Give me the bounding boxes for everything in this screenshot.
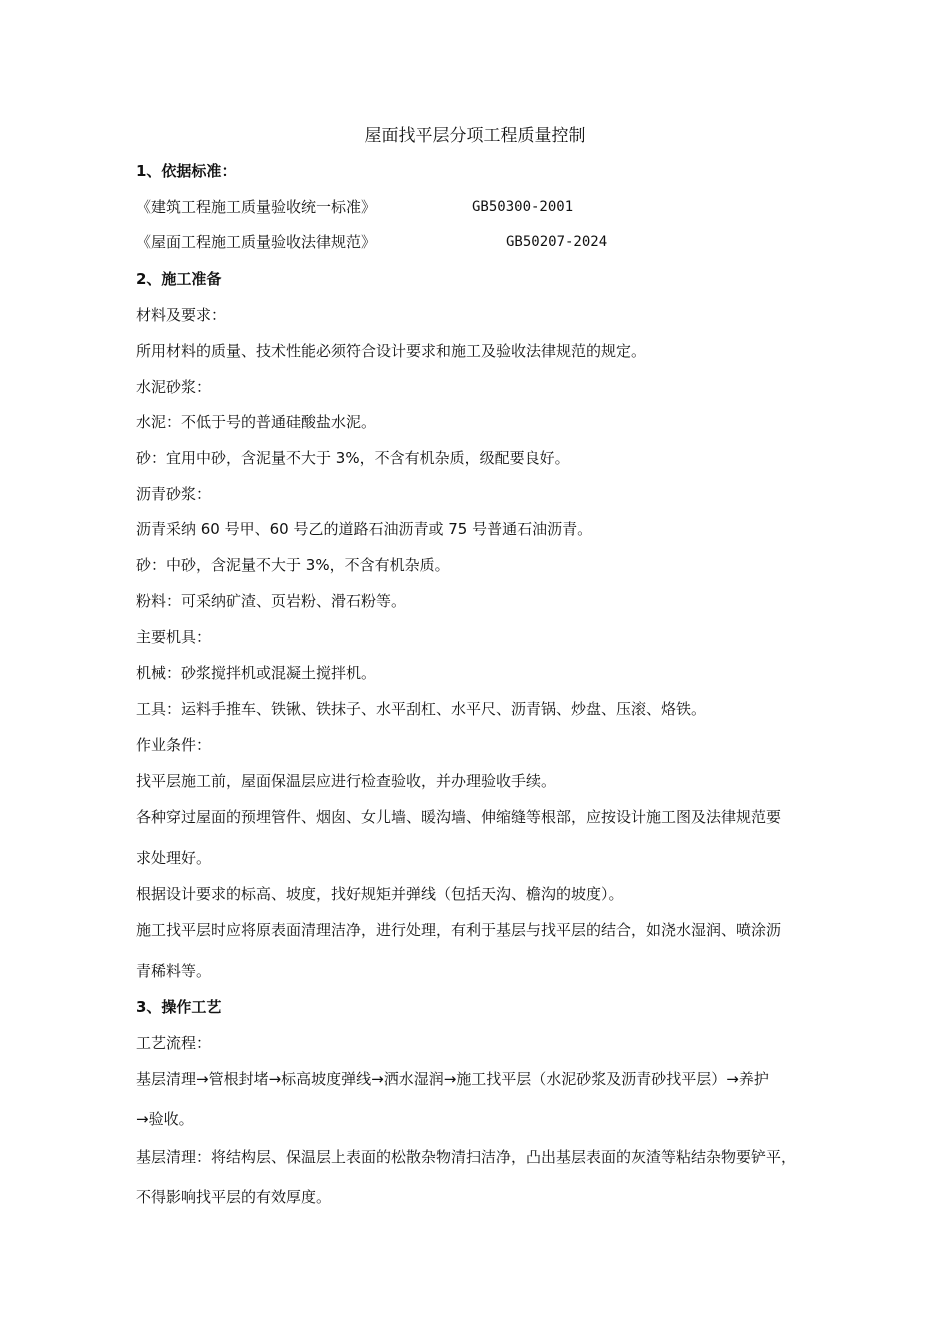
subheading-materials: 材料及要求：	[136, 306, 227, 324]
standard-code: GB50207-2024	[506, 234, 608, 250]
section-2-heading: 2、施工准备	[136, 270, 222, 288]
paragraph-line: 工具：运料手推车、铁锹、铁抹子、水平刮杠、水平尺、沥青锅、炒盘、压滚、烙铁。	[136, 700, 707, 718]
paragraph-line: 根据设计要求的标高、坡度，找好规矩并弹线（包括天沟、檐沟的坡度）。	[136, 885, 624, 903]
paragraph-line: 不得影响找平层的有效厚度。	[136, 1188, 332, 1206]
paragraph-line: 各种穿过屋面的预埋管件、烟囱、女儿墙、暖沟墙、伸缩缝等根部，应按设计施工图及法律规范要	[136, 808, 782, 826]
standard-name: 《建筑工程施工质量验收统一标准》	[136, 198, 377, 216]
paragraph-line: 水泥：不低于号的普通硅酸盐水泥。	[136, 413, 377, 431]
paragraph-line: 砂：中砂，含泥量不大于 3%，不含有机杂质。	[136, 556, 450, 574]
section-3-heading: 3、操作工艺	[136, 998, 222, 1016]
section-1-heading: 1、依据标准：	[136, 162, 237, 180]
subheading-asphalt-mortar: 沥青砂浆：	[136, 485, 212, 503]
paragraph-line: 青稀料等。	[136, 962, 212, 980]
paragraph-line: 粉料：可采纳矿渣、页岩粉、滑石粉等。	[136, 592, 407, 610]
subheading-cement-mortar: 水泥砂浆：	[136, 378, 212, 396]
paragraph-line: 机械：砂浆搅拌机或混凝土搅拌机。	[136, 664, 377, 682]
standard-name: 《屋面工程施工质量验收法律规范》	[136, 233, 377, 251]
paragraph-line: 基层清理：将结构层、保温层上表面的松散杂物清扫洁净，凸出基层表面的灰渣等粘结杂物要铲平，	[136, 1148, 797, 1166]
paragraph-line: 基层清理→管根封堵→标高坡度弹线→洒水湿润→施工找平层（水泥砂浆及沥青砂找平层）→养护	[136, 1070, 769, 1088]
standard-code: GB50300-2001	[472, 199, 574, 215]
subheading-work-conditions: 作业条件：	[136, 736, 212, 754]
paragraph-line: →验收。	[136, 1110, 194, 1128]
paragraph-line: 沥青采纳 60 号甲、60 号乙的道路石油沥青或 75 号普通石油沥青。	[136, 520, 593, 538]
paragraph-line: 砂：宜用中砂，含泥量不大于 3%，不含有机杂质，级配要良好。	[136, 449, 570, 467]
paragraph-line: 找平层施工前，屋面保温层应进行检查验收，并办理验收手续。	[136, 772, 557, 790]
paragraph-line: 求处理好。	[136, 849, 212, 867]
document-title: 屋面找平层分项工程质量控制	[364, 126, 586, 146]
paragraph-line: 施工找平层时应将原表面清理洁净，进行处理，有利于基层与找平层的结合，如浇水湿润、喷涂沥	[136, 921, 782, 939]
paragraph-line: 所用材料的质量、技术性能必须符合设计要求和施工及验收法律规范的规定。	[136, 342, 647, 360]
subheading-equipment: 主要机具：	[136, 628, 212, 646]
subheading-process-flow: 工艺流程：	[136, 1034, 212, 1052]
